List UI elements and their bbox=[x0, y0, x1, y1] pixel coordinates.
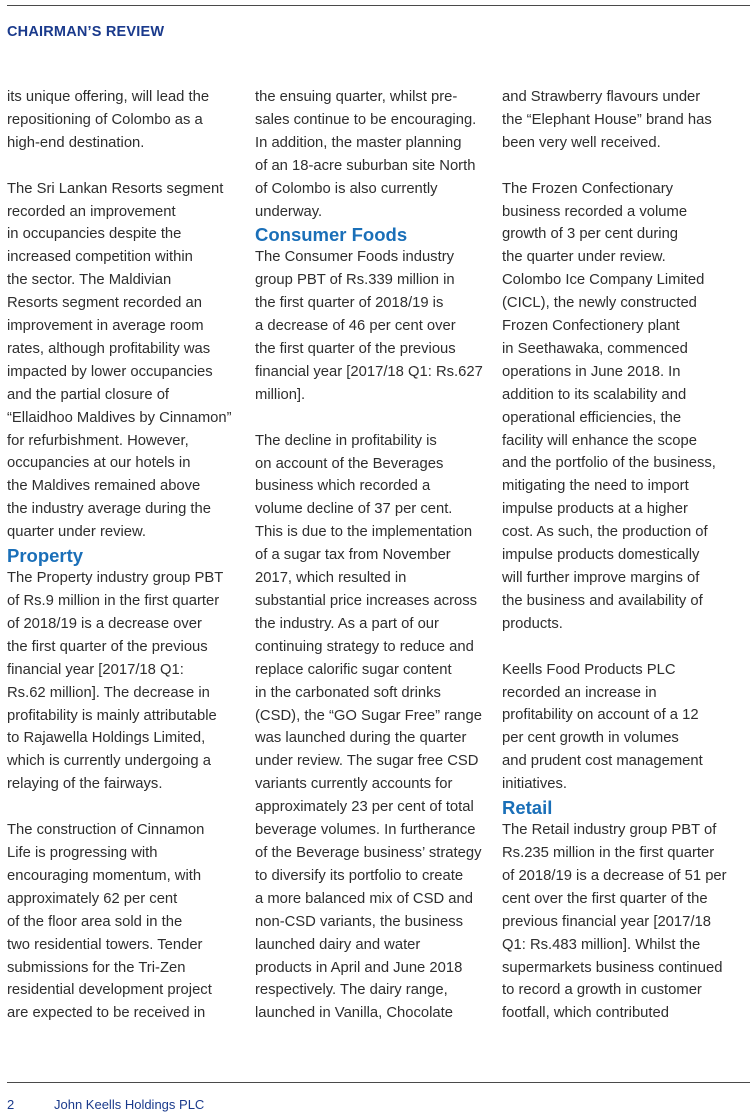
body-paragraph bbox=[7, 86, 243, 155]
text-line: Keells Food Products PLC bbox=[502, 661, 676, 678]
text-line: and prudent cost management bbox=[502, 753, 703, 770]
text-line: “Ellaidhoo Maldives by Cinnamon” bbox=[7, 409, 232, 426]
text-line: recorded an increase in bbox=[502, 684, 657, 701]
text-line: (CICL), the newly constructed bbox=[502, 295, 697, 312]
text-line: launched in Vanilla, Chocolate bbox=[255, 1005, 453, 1022]
text-line: operations in June 2018. In bbox=[502, 363, 681, 380]
text-line: and Strawberry flavours under bbox=[502, 89, 701, 105]
body-paragraph bbox=[7, 178, 243, 545]
text-line: increased competition within bbox=[7, 249, 193, 266]
text-line: previous financial year [2017/18 bbox=[502, 913, 711, 930]
text-line: on account of the Beverages bbox=[255, 455, 444, 472]
text-line: business recorded a volume bbox=[502, 203, 688, 220]
text-line: The decline in profitability is bbox=[255, 432, 437, 449]
text-line: impulse products domestically bbox=[502, 547, 700, 564]
text-line: the first quarter of 2018/19 is bbox=[255, 295, 444, 312]
text-column-2 bbox=[255, 86, 488, 1025]
subsection-heading: Consumer Foods bbox=[255, 224, 408, 246]
text-line: impacted by lower occupancies bbox=[7, 363, 213, 380]
text-line: to diversify its portfolio to create bbox=[255, 867, 464, 884]
text-line: Rs.235 million in the first quarter bbox=[502, 844, 715, 861]
text-line: Q1: Rs.483 million]. Whilst the bbox=[502, 936, 701, 953]
text-line: of the floor area sold in the bbox=[7, 913, 183, 930]
text-line: two residential towers. Tender bbox=[7, 936, 203, 953]
text-line: in the carbonated soft drinks bbox=[255, 684, 441, 701]
text-line: million]. bbox=[255, 386, 306, 403]
text-line: its unique offering, will lead the bbox=[7, 89, 210, 105]
text-line: under review. The sugar free CSD bbox=[255, 753, 479, 770]
body-paragraph bbox=[502, 86, 740, 155]
text-line: to Rajawella Holdings Limited, bbox=[7, 730, 206, 747]
text-line: continuing strategy to reduce and bbox=[255, 638, 474, 655]
text-line: the ensuing quarter, whilst pre- bbox=[255, 89, 458, 105]
text-line: beverage volumes. In furtherance bbox=[255, 822, 476, 839]
text-line: of 2018/19 is a decrease over bbox=[7, 615, 202, 632]
text-line: the industry. As a part of our bbox=[255, 615, 439, 632]
text-line: The Sri Lankan Resorts segment bbox=[7, 180, 224, 197]
text-column-1 bbox=[7, 86, 243, 1025]
body-paragraph bbox=[7, 819, 243, 1025]
text-line: of Colombo is also currently bbox=[255, 180, 438, 197]
text-line: profitability on account of a 12 bbox=[502, 707, 699, 724]
text-line: of the Beverage business’ strategy bbox=[255, 844, 482, 861]
text-line: a decrease of 46 per cent over bbox=[255, 318, 456, 335]
text-line: non-CSD variants, the business bbox=[255, 913, 464, 930]
text-line: quarter under review. bbox=[7, 524, 147, 541]
text-line: Colombo Ice Company Limited bbox=[502, 272, 705, 289]
text-line: operational efficiencies, the bbox=[502, 409, 682, 426]
text-line: improvement in average room bbox=[7, 318, 204, 335]
subsection-heading: Retail bbox=[502, 797, 553, 819]
text-line: financial year [2017/18 Q1: Rs.627 bbox=[255, 363, 483, 380]
text-line: per cent growth in volumes bbox=[502, 730, 679, 747]
text-line: residential development project bbox=[7, 982, 212, 999]
text-line: The construction of Cinnamon bbox=[7, 822, 205, 839]
text-line: the sector. The Maldivian bbox=[7, 272, 172, 289]
text-line: replace calorific sugar content bbox=[255, 661, 452, 678]
text-line: relaying of the fairways. bbox=[7, 776, 163, 793]
top-rule bbox=[7, 5, 750, 6]
body-paragraph bbox=[502, 819, 740, 1025]
text-line: business which recorded a bbox=[255, 478, 431, 495]
text-line: in Seethawaka, commenced bbox=[502, 340, 688, 357]
text-line: cost. As such, the production of bbox=[502, 524, 708, 541]
text-line: for refurbishment. However, bbox=[7, 432, 189, 449]
text-line: approximately 23 per cent of total bbox=[255, 799, 474, 816]
body-paragraph bbox=[255, 430, 488, 1026]
text-line: facility will enhance the scope bbox=[502, 432, 697, 449]
text-line: in occupancies despite the bbox=[7, 226, 182, 243]
text-line: of 2018/19 is a decrease of 51 per bbox=[502, 867, 727, 884]
text-line: respectively. The dairy range, bbox=[255, 982, 448, 999]
text-line: a more balanced mix of CSD and bbox=[255, 890, 473, 907]
text-line: group PBT of Rs.339 million in bbox=[255, 272, 455, 289]
text-line: encouraging momentum, with bbox=[7, 867, 202, 884]
text-line: will further improve margins of bbox=[502, 570, 700, 587]
text-line: footfall, which contributed bbox=[502, 1005, 669, 1022]
text-line: of Rs.9 million in the first quarter bbox=[7, 593, 220, 610]
text-line: underway. bbox=[255, 203, 323, 220]
text-line: and the portfolio of the business, bbox=[502, 455, 716, 472]
footer-company-name: John Keells Holdings PLC bbox=[54, 1097, 205, 1112]
text-line: which is currently undergoing a bbox=[7, 753, 211, 770]
text-line: products in April and June 2018 bbox=[255, 959, 463, 976]
body-paragraph bbox=[502, 659, 740, 796]
body-paragraph bbox=[502, 178, 740, 636]
text-line: occupancies at our hotels in bbox=[7, 455, 191, 472]
text-line: are expected to be received in bbox=[7, 1005, 206, 1022]
text-line: rates, although profitability was bbox=[7, 340, 211, 357]
text-line: substantial price increases across bbox=[255, 593, 478, 610]
body-paragraph bbox=[255, 246, 488, 406]
text-line: The Consumer Foods industry bbox=[255, 249, 455, 266]
text-line: mitigating the need to import bbox=[502, 478, 689, 495]
subsection-heading: Property bbox=[7, 545, 84, 567]
text-line: In addition, the master planning bbox=[255, 134, 462, 151]
text-line: impulse products at a higher bbox=[502, 501, 688, 518]
text-line: of an 18-acre suburban site North bbox=[255, 157, 476, 174]
text-line: to record a growth in customer bbox=[502, 982, 702, 999]
text-column-3 bbox=[502, 86, 740, 1025]
text-line: 2017, which resulted in bbox=[255, 570, 407, 587]
text-line: the first quarter of the previous bbox=[7, 638, 208, 655]
text-line: the business and availability of bbox=[502, 592, 703, 609]
text-line: approximately 62 per cent bbox=[7, 890, 178, 907]
text-line: was launched during the quarter bbox=[255, 730, 467, 747]
text-line: volume decline of 37 per cent. bbox=[255, 501, 453, 518]
text-line: submissions for the Tri-Zen bbox=[7, 959, 186, 976]
page-number: 2 bbox=[7, 1097, 15, 1112]
text-line: The Property industry group PBT bbox=[7, 570, 224, 587]
section-title: CHAIRMAN’S REVIEW bbox=[7, 24, 165, 40]
bottom-rule bbox=[7, 1082, 750, 1083]
text-line: The Frozen Confectionary bbox=[502, 180, 674, 197]
text-line: the first quarter of the previous bbox=[255, 341, 456, 358]
text-line: been very well received. bbox=[502, 134, 661, 151]
text-line: high-end destination. bbox=[7, 134, 145, 151]
text-line: The Retail industry group PBT of bbox=[502, 822, 717, 839]
body-paragraph bbox=[7, 567, 243, 796]
text-line: Life is progressing with bbox=[7, 844, 158, 861]
text-line: the Maldives remained above bbox=[7, 478, 201, 495]
text-line: This is due to the implementation bbox=[255, 524, 473, 541]
text-line: initiatives. bbox=[502, 776, 567, 793]
text-line: growth of 3 per cent during bbox=[502, 226, 679, 243]
text-line: Resorts segment recorded an bbox=[7, 295, 202, 312]
text-line: addition to its scalability and bbox=[502, 386, 687, 403]
body-paragraph bbox=[255, 86, 488, 223]
text-line: the quarter under review. bbox=[502, 249, 666, 266]
text-line: sales continue to be encouraging. bbox=[255, 111, 477, 128]
text-line: launched dairy and water bbox=[255, 936, 421, 953]
text-line: and the partial closure of bbox=[7, 386, 170, 403]
text-line: cent over the first quarter of the bbox=[502, 890, 708, 907]
text-line: profitability is mainly attributable bbox=[7, 707, 217, 724]
text-line: Rs.62 million]. The decrease in bbox=[7, 684, 210, 701]
text-line: of a sugar tax from November bbox=[255, 547, 451, 564]
text-line: the “Elephant House” brand has bbox=[502, 111, 712, 128]
text-line: the industry average during the bbox=[7, 501, 211, 518]
text-line: financial year [2017/18 Q1: bbox=[7, 661, 184, 678]
text-line: (CSD), the “GO Sugar Free” range bbox=[255, 707, 482, 724]
text-line: variants currently accounts for bbox=[255, 776, 453, 793]
text-line: repositioning of Colombo as a bbox=[7, 111, 203, 128]
text-line: products. bbox=[502, 615, 563, 632]
text-line: recorded an improvement bbox=[7, 203, 176, 220]
text-line: Frozen Confectionery plant bbox=[502, 318, 680, 335]
text-line: supermarkets business continued bbox=[502, 959, 723, 976]
